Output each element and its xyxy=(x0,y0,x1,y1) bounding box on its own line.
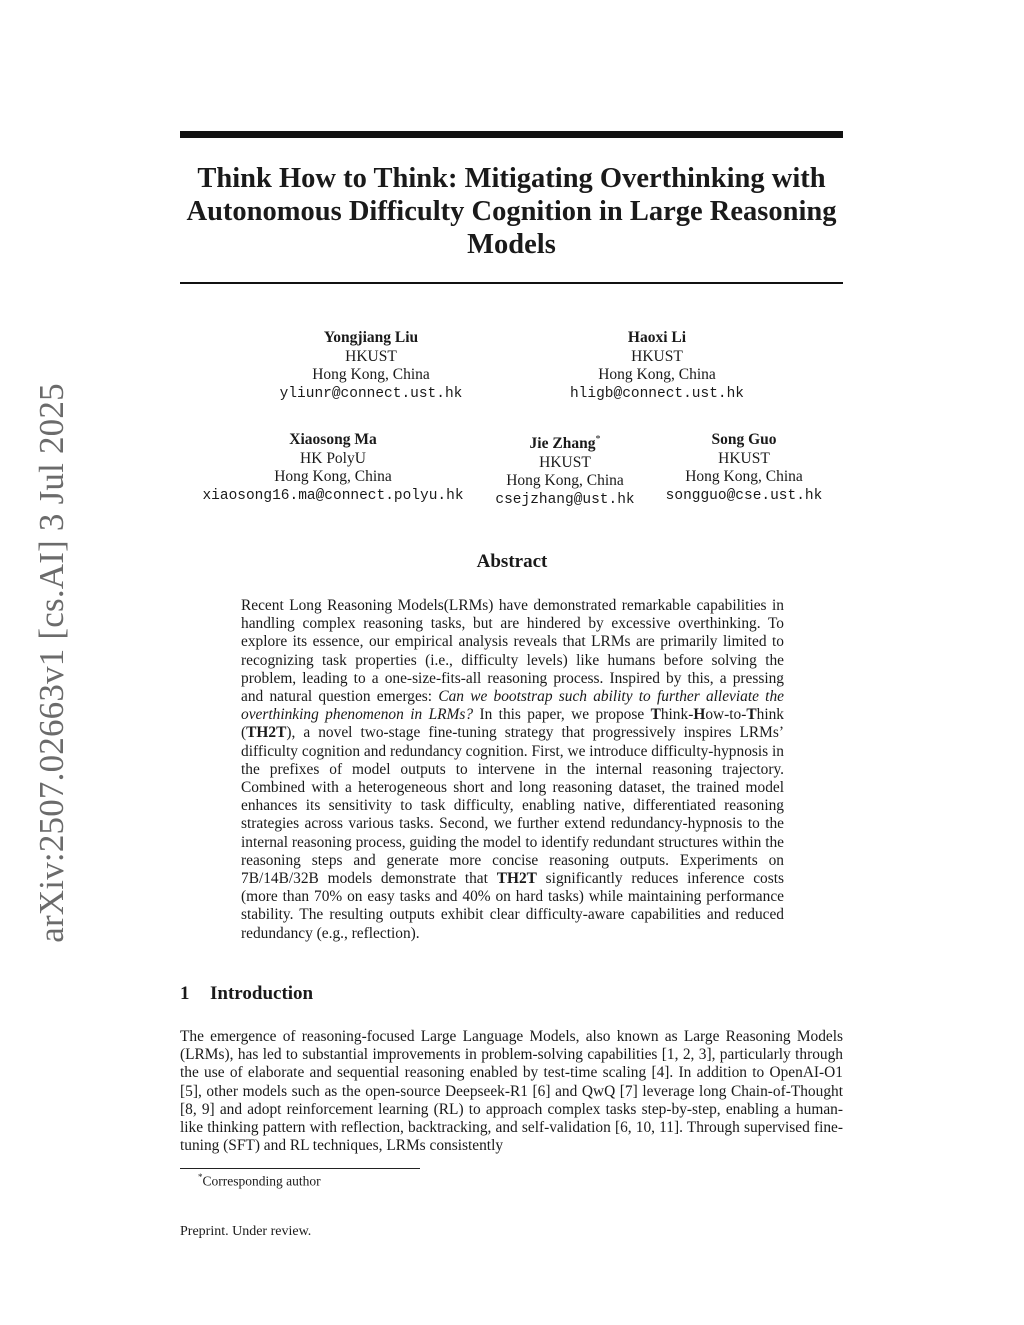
abstract-part: ), a novel two-stage fine-tuning strategy that progressively inspires LRMs’ difficulty cognition and redundancy cognition. First, we introduce difficulty-hypnosis in the prefixes of model outputs to intervene in the internal reasoning trajectory. Combined with a heterogeneous short and long reasoning dataset, the trained model enhances its sensitivity to task difficulty, enabling native, differentiated reasoning strategies across various tasks. Second, we further extend redundancy-hypnosis to the internal reasoning process, guiding the model to identify redundant structures within the reasoning steps and generate more concise reasoning outputs. Experiments on 7B/14B/32B models demonstrate that xyxy=(241,724,784,888)
author-block xyxy=(570,329,744,403)
author-affiliation: HKUST xyxy=(718,449,770,467)
author-name-text: Jie Zhang xyxy=(529,435,596,453)
section-title: Introduction xyxy=(210,983,314,1004)
section-number: 1 xyxy=(180,983,190,1004)
author-location: Hong Kong, China xyxy=(598,366,716,383)
author-affiliation: HK PolyU xyxy=(300,449,366,467)
method-acronym: TH2T xyxy=(246,724,287,742)
author-email[interactable]: yliunr@connect.ust.hk xyxy=(279,385,463,402)
method-name-part: ow-to- xyxy=(705,706,747,724)
author-email[interactable]: xiaosong16.ma@connect.polyu.hk xyxy=(202,487,464,504)
author-email[interactable]: csejzhang@ust.hk xyxy=(495,491,635,508)
author-block xyxy=(202,431,463,505)
author-affiliation: HKUST xyxy=(631,347,683,365)
method-name-part: hink- xyxy=(660,706,694,724)
footnote-mark: * xyxy=(198,1172,203,1182)
paper-title: Think How to Think: Mitigating Overthinking with Autonomous Difficulty Cognition in Large Reasoning Models xyxy=(186,163,837,260)
author-block xyxy=(495,431,634,509)
author-location: Hong Kong, China xyxy=(685,468,803,485)
abstract-part: In this paper, we propose xyxy=(473,706,651,724)
abstract-part: significantly reduces inference costs (more than 70% on easy tasks and 40% on hard tasks) while maintaining performance stability. The resulting outputs exhibit clear difficulty-aware capabilities and reduced redundancy (e.g., reflection). xyxy=(241,870,784,942)
author-name xyxy=(495,431,634,454)
author-block xyxy=(666,431,823,505)
abstract-question: Can we bootstrap such ability to further alleviate the overthinking phenomenon in LRMs? xyxy=(241,688,784,724)
author-location: Hong Kong, China xyxy=(274,468,392,485)
author-affiliation: HKUST xyxy=(539,453,591,471)
corresponding-author-mark: * xyxy=(595,434,601,445)
method-acronym: TH2T xyxy=(496,870,537,888)
author-name: Xiaosong Ma xyxy=(289,431,377,448)
page-footer: Preprint. Under review. xyxy=(180,1224,312,1239)
method-initial: T xyxy=(746,706,757,724)
author-name: Yongjiang Liu xyxy=(323,329,419,346)
author-affiliation: HKUST xyxy=(345,347,397,365)
author-email[interactable]: hligb@connect.ust.hk xyxy=(569,385,745,402)
introduction-text: The emergence of reasoning-focused Large Language Models, also known as Large Reasoning Models (LRMs), has led to substantial improvements in problem-solving capabilities [1, 2, 3], particularly through the use of elaborate and sequential reasoning enabled by test-time scaling [4]. In addition to OpenAI-O1 [5], other models such as the open-source Deepseek-R1 [6] and QwQ [7] leverage long Chain-of-Thought [8, 9] and adopt reinforcement learning (RL) to approach complex tasks step-by-step, enabling a human-like thinking pattern with reflection, backtracking, and self-validation [6, 10, 11]. Through supervised fine-tuning (SFT) and RL techniques, LRMs consistently xyxy=(180,1028,843,1155)
title-top-rule xyxy=(180,131,843,138)
title-bottom-rule xyxy=(180,282,843,284)
author-location: Hong Kong, China xyxy=(506,472,624,490)
abstract-part: Recent Long Reasoning Models(LRMs) have demonstrated remarkable capabilities in handling complex reasoning tasks, but are hindered by excessive overthinking. To explore its essence, our empirical analysis reveals that LRMs are primarily limited to recognizing task properties (i.e., difficulty levels) like humans before solving the problem, leading to a one-size-fits-all reasoning process. Inspired by this, a pressing and natural question emerges: xyxy=(241,597,784,706)
method-initial: H xyxy=(693,706,706,724)
section-heading-introduction xyxy=(180,983,313,1005)
author-block xyxy=(280,329,463,403)
author-email[interactable]: songguo@cse.ust.hk xyxy=(665,487,823,504)
author-name: Haoxi Li xyxy=(627,329,687,346)
arxiv-identifier: arXiv:2507.02663v1 [cs.AI] 3 Jul 2025 xyxy=(32,383,71,943)
abstract-text xyxy=(241,597,784,943)
author-name: Song Guo xyxy=(711,431,777,448)
author-location: Hong Kong, China xyxy=(312,366,430,383)
footnote xyxy=(198,1172,321,1190)
method-name-part: hink ( xyxy=(241,706,784,742)
footnote-rule xyxy=(180,1168,420,1169)
abstract-heading: Abstract xyxy=(476,551,548,572)
footnote-text: Corresponding author xyxy=(202,1173,321,1189)
method-initial: T xyxy=(650,706,661,724)
